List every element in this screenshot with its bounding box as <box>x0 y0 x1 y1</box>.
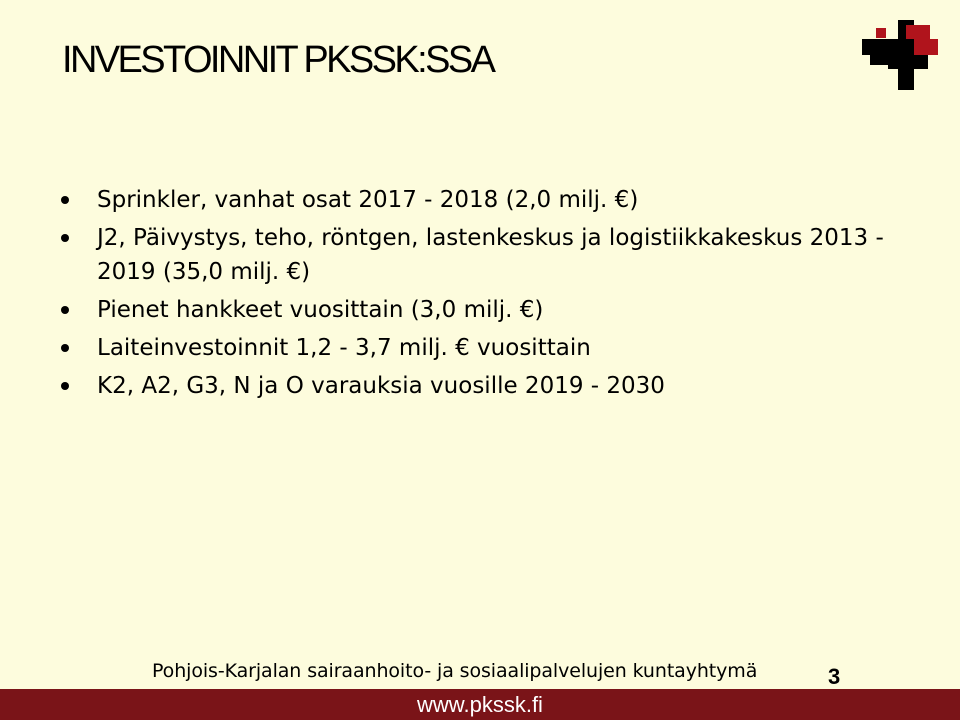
bullet-list <box>60 183 920 407</box>
footer-organization: Pohjois-Karjalan sairaanhoito- ja sosiaalipalvelujen kuntayhtymä <box>152 660 758 682</box>
bullet-icon <box>61 196 69 204</box>
slide-title: INVESTOINNIT PKSSK:SSA <box>62 39 494 81</box>
list-item <box>60 331 920 365</box>
bullet-text: Sprinkler, vanhat osat 2017 - 2018 (2,0 milj. €) <box>97 187 639 213</box>
bullet-icon <box>61 344 69 352</box>
bullet-text: K2, A2, G3, N ja O varauksia vuosille 2019 - 2030 <box>97 373 665 399</box>
bullet-text: Laiteinvestoinnit 1,2 - 3,7 milj. € vuosittain <box>97 335 591 361</box>
bullet-text: J2, Päivystys, teho, röntgen, lastenkeskus ja logistiikkakeskus 2013 - 2019 (35,0 milj. €) <box>97 225 884 285</box>
list-item <box>60 221 920 289</box>
bullet-icon <box>61 234 69 242</box>
bullet-icon <box>61 382 69 390</box>
pkssk-cross-logo-icon <box>862 20 938 90</box>
list-item <box>60 369 920 403</box>
page-number: 3 <box>828 664 841 689</box>
list-item <box>60 183 920 217</box>
footer-url-link[interactable]: www.pkssk.fi <box>417 692 543 717</box>
bullet-text: Pienet hankkeet vuosittain (3,0 milj. €) <box>97 297 544 323</box>
bullet-icon <box>61 306 69 314</box>
list-item <box>60 293 920 327</box>
